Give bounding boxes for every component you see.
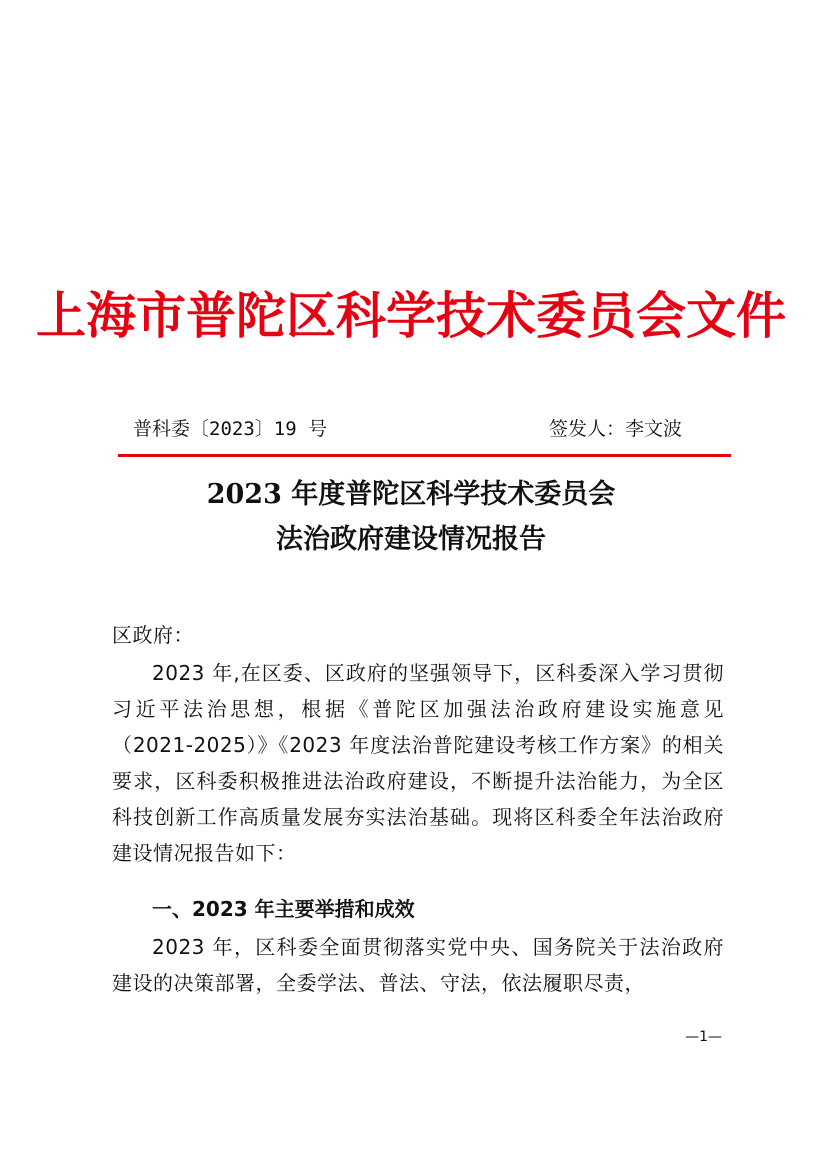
document-number: 普科委〔2023〕19 号	[133, 418, 328, 440]
page-number: —1—	[685, 1029, 722, 1045]
signer: 签发人：李文波	[548, 418, 682, 440]
paragraph-intro: 2023 年,在区委、区政府的坚强领导下，区科委深入学习贯彻习近平法治思想，根据《普陀区加强法治政府建设实施意见（2021-2025）》《2023 年度法治普陀建设考核工作方案》的相关要求，区科委积极推进法治政府建设，不断提升法治能力，为全区科技创新工作高质量发展夯实法治基础。现将区科委全年法治政府建设情况报告如下：	[112, 661, 724, 865]
red-separator-rule	[118, 454, 731, 457]
section-heading-1: 一、2023 年主要举措和成效	[152, 897, 415, 921]
masthead-title: 上海市普陀区科学技术委员会文件	[36, 286, 786, 345]
report-title-line2: 法治政府建设情况报告	[276, 524, 546, 555]
salutation: 区政府：	[112, 623, 194, 647]
paragraph-section1: 2023 年，区科委全面贯彻落实党中央、国务院关于法治政府建设的决策部署，全委学法、普法、守法，依法履职尽责，	[112, 935, 724, 995]
report-title-line1: 2023 年度普陀区科学技术委员会	[206, 479, 616, 510]
document-meta-row	[133, 414, 682, 444]
